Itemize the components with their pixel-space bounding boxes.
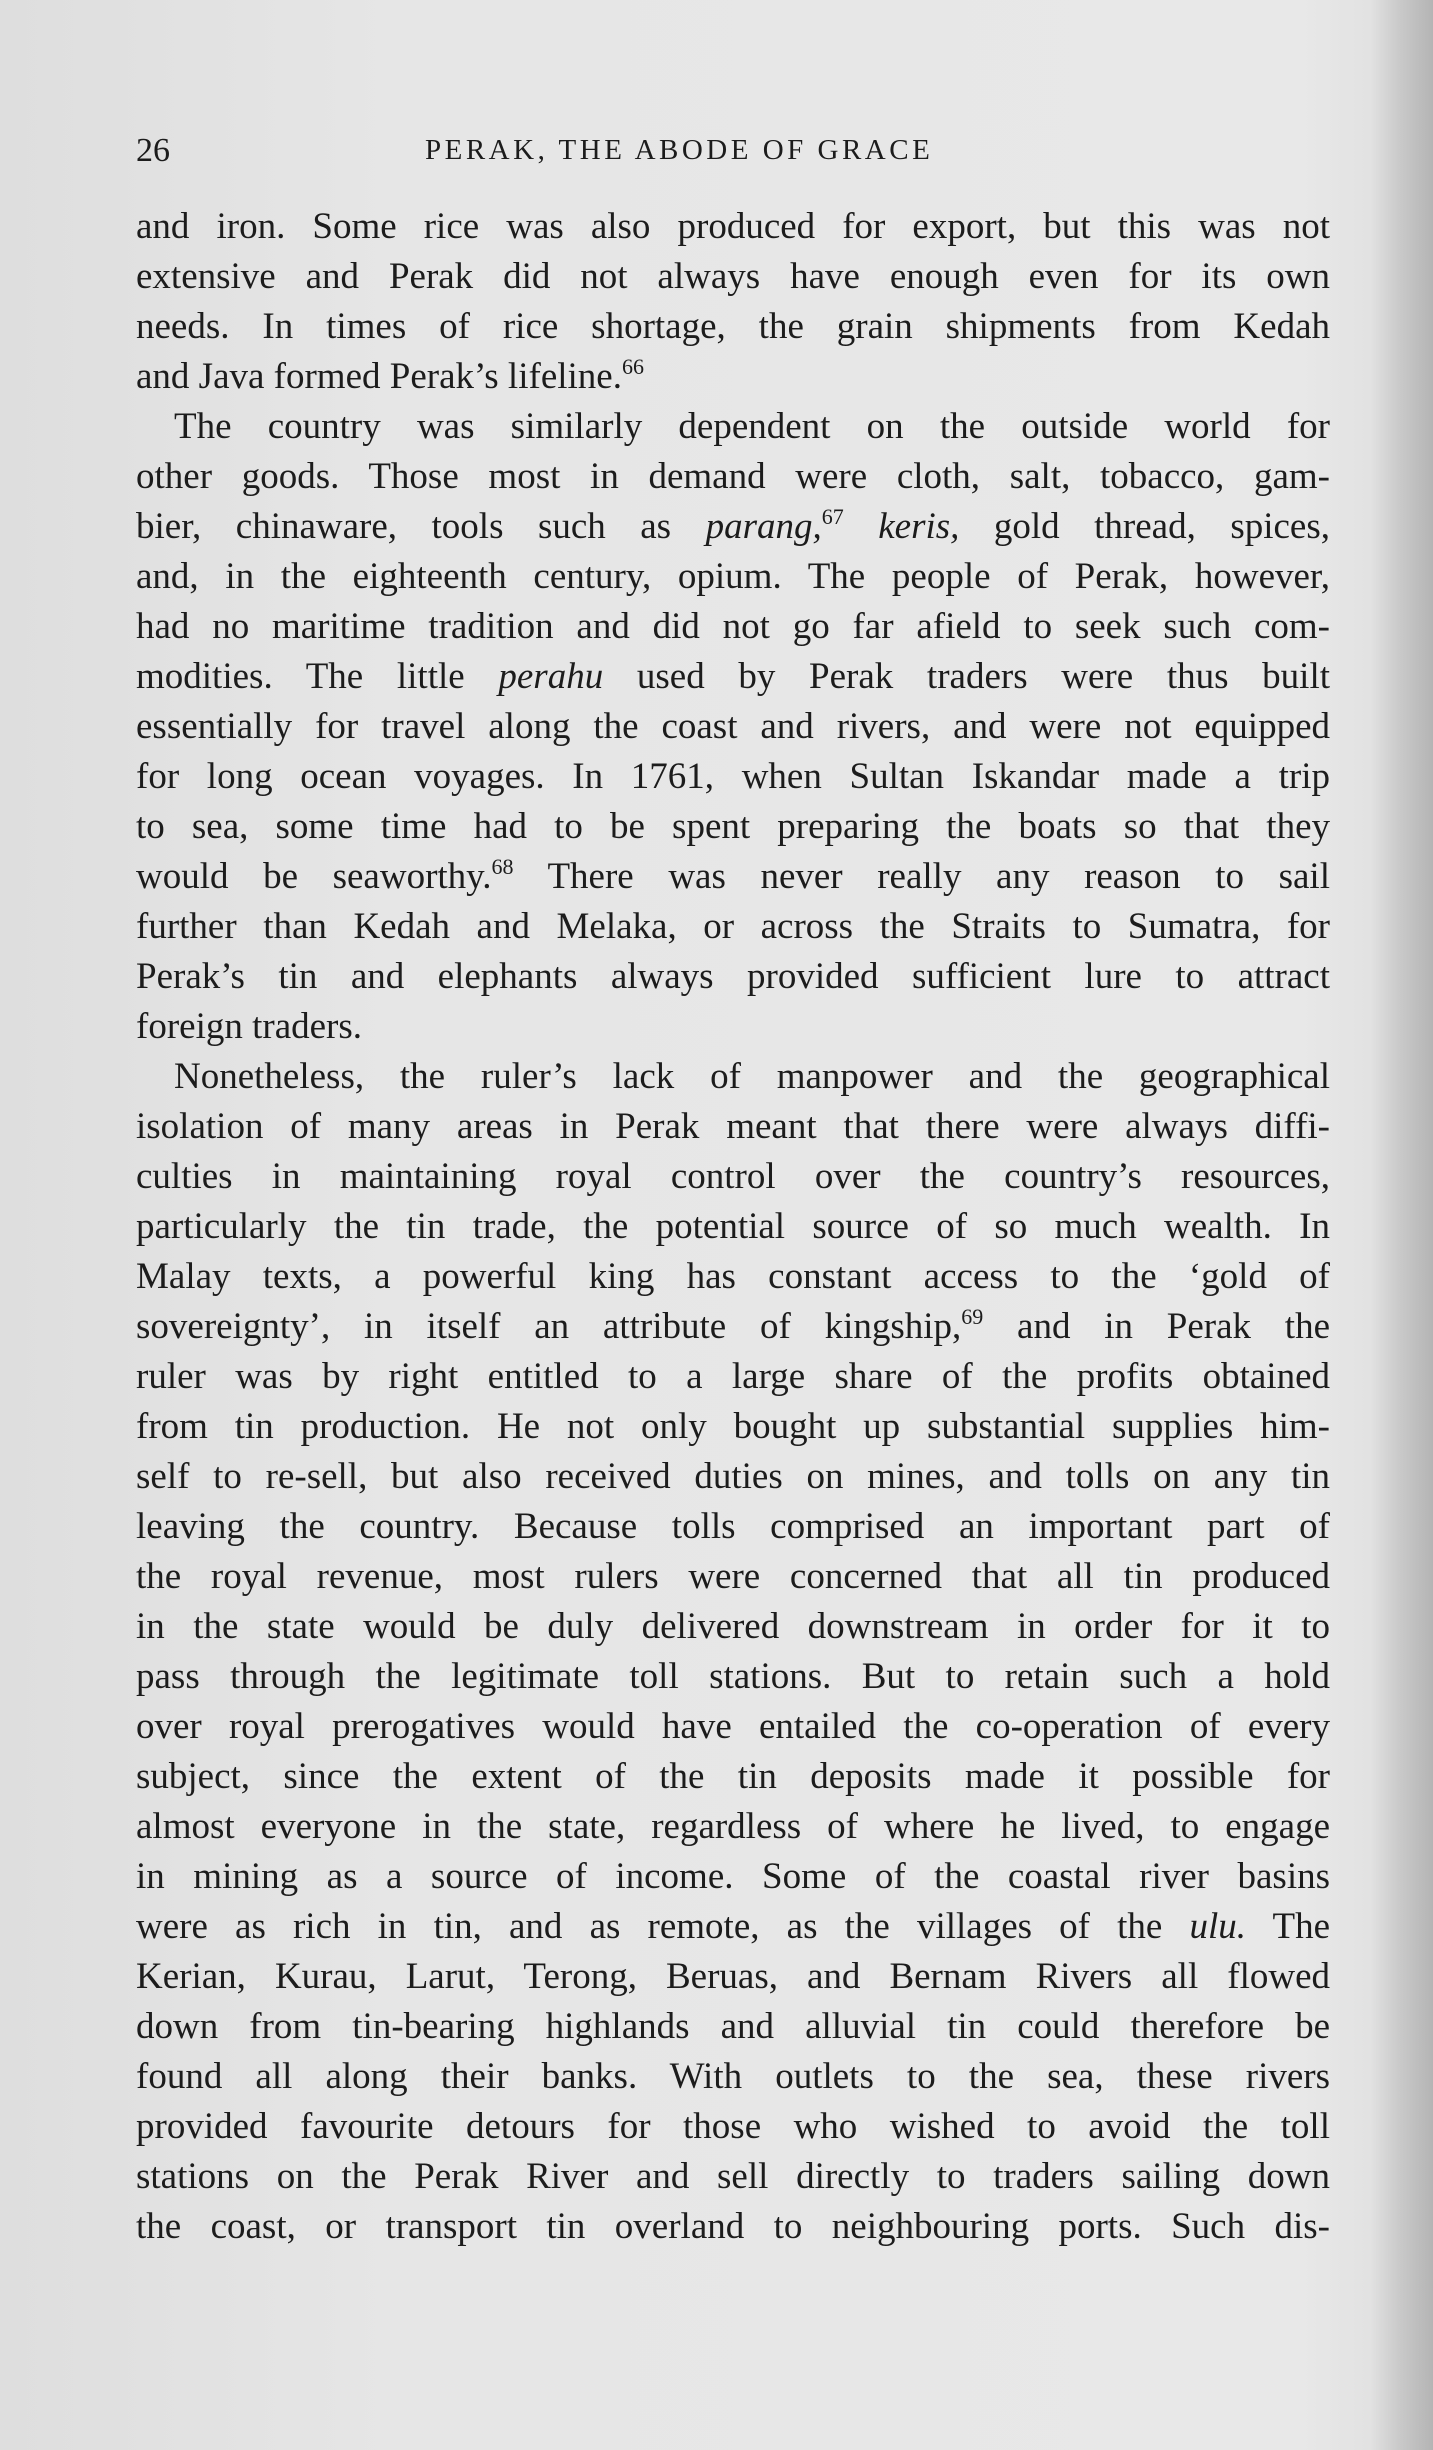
text-line	[136, 1902, 1330, 1952]
text-line	[136, 1152, 1330, 1202]
text-line	[136, 202, 1330, 252]
text-line	[136, 1852, 1330, 1902]
text-segment: over royal prerogatives would have entailed the co-operation of every	[136, 1706, 1330, 1747]
text-segment: for long ocean voyages. In 1761, when Sultan Iskandar made a trip	[136, 756, 1330, 797]
body-text	[136, 202, 1330, 2252]
text-segment: subject, since the extent of the tin deposits made it possible for	[136, 1756, 1330, 1797]
text-segment: foreign traders.	[136, 1006, 363, 1047]
text-line	[136, 452, 1330, 502]
text-segment: The country was similarly dependent on the outside world for	[174, 406, 1330, 447]
text-line	[136, 1502, 1330, 1552]
text-segment: the coast, or transport tin overland to neighbouring ports. Such dis-	[136, 2206, 1330, 2247]
text-segment: and, in the eighteenth century, opium. The people of Perak, however,	[136, 556, 1330, 597]
text-segment: Kerian, Kurau, Larut, Terong, Beruas, and Bernam Rivers all flowed	[136, 1956, 1330, 1997]
text-segment: down from tin-bearing highlands and alluvial tin could therefore be	[136, 2006, 1330, 2047]
text-segment: the royal revenue, most rulers were concerned that all tin produced	[136, 1556, 1330, 1597]
text-line	[136, 1002, 1330, 1052]
text-segment: would be seaworthy.	[136, 856, 492, 897]
text-line	[136, 552, 1330, 602]
text-line	[136, 252, 1330, 302]
text-line	[136, 1052, 1330, 1102]
text-segment: in mining as a source of income. Some of the coastal river basins	[136, 1856, 1330, 1897]
italic-term: parang,	[705, 506, 822, 547]
text-line	[136, 1252, 1330, 1302]
text-segment: were as rich in tin, and as remote, as the villages of the	[136, 1906, 1190, 1947]
text-line	[136, 952, 1330, 1002]
text-segment: isolation of many areas in Perak meant that there were always diffi-	[136, 1106, 1330, 1147]
text-line	[136, 2102, 1330, 2152]
text-segment: There was never really any reason to sail	[513, 856, 1330, 897]
text-segment: further than Kedah and Melaka, or across the Straits to Sumatra, for	[136, 906, 1330, 947]
text-segment: particularly the tin trade, the potential source of so much wealth. In	[136, 1206, 1330, 1247]
text-line	[136, 1352, 1330, 1402]
text-segment: in the state would be duly delivered downstream in order for it to	[136, 1606, 1330, 1647]
footnote-ref: 69	[961, 1304, 984, 1329]
text-segment: self to re-sell, but also received duties on mines, and tolls on any tin	[136, 1456, 1330, 1497]
text-segment	[844, 506, 878, 547]
text-line	[136, 1202, 1330, 1252]
text-segment: sovereignty’, in itself an attribute of kingship,	[136, 1306, 962, 1347]
text-segment: found all along their banks. With outlets to the sea, these rivers	[136, 2056, 1330, 2097]
text-segment: Nonetheless, the ruler’s lack of manpower and the geographical	[174, 1056, 1330, 1097]
italic-term: ulu.	[1189, 1906, 1246, 1947]
text-segment: and in Perak the	[983, 1306, 1330, 1347]
text-segment: almost everyone in the state, regardless of where he lived, to engage	[136, 1806, 1330, 1847]
text-line	[136, 1652, 1330, 1702]
running-header	[136, 132, 1330, 182]
text-segment: used by Perak traders were thus built	[603, 656, 1330, 697]
text-line	[136, 852, 1330, 902]
text-line	[136, 2152, 1330, 2202]
text-segment: to sea, some time had to be spent preparing the boats so that they	[136, 806, 1330, 847]
text-line	[136, 1702, 1330, 1752]
footnote-ref: 66	[621, 354, 644, 379]
text-line	[136, 2202, 1330, 2252]
text-segment: The	[1246, 1906, 1330, 1947]
text-line	[136, 2002, 1330, 2052]
text-line	[136, 702, 1330, 752]
text-segment: culties in maintaining royal control over the country’s resources,	[136, 1156, 1330, 1197]
text-segment: Malay texts, a powerful king has constant access to the ‘gold of	[136, 1256, 1330, 1297]
footnote-ref: 67	[821, 504, 844, 529]
text-line	[136, 902, 1330, 952]
running-title: PERAK, THE ABODE OF GRACE	[425, 134, 934, 166]
text-line	[136, 1952, 1330, 2002]
text-segment: needs. In times of rice shortage, the grain shipments from Kedah	[136, 306, 1330, 347]
text-line	[136, 1602, 1330, 1652]
text-segment: Perak’s tin and elephants always provided sufficient lure to attract	[136, 956, 1330, 997]
text-segment: provided favourite detours for those who wished to avoid the toll	[136, 2106, 1330, 2147]
text-segment: extensive and Perak did not always have enough even for its own	[136, 256, 1330, 297]
text-line	[136, 352, 1330, 402]
footnote-ref: 68	[491, 854, 514, 879]
text-line	[136, 602, 1330, 652]
text-line	[136, 2052, 1330, 2102]
text-line	[136, 752, 1330, 802]
text-line	[136, 1802, 1330, 1852]
text-line	[136, 502, 1330, 552]
text-segment: and Java formed Perak’s lifeline.	[136, 356, 622, 397]
text-line	[136, 402, 1330, 452]
text-line	[136, 1552, 1330, 1602]
italic-term: keris,	[878, 506, 960, 547]
text-segment: stations on the Perak River and sell directly to traders sailing down	[136, 2156, 1330, 2197]
text-segment: pass through the legitimate toll stations. But to retain such a hold	[136, 1656, 1330, 1697]
text-line	[136, 302, 1330, 352]
text-segment: had no maritime tradition and did not go far afield to seek such com-	[136, 606, 1330, 647]
italic-term: perahu	[498, 656, 604, 697]
text-line	[136, 1102, 1330, 1152]
text-segment: essentially for travel along the coast and rivers, and were not equipped	[136, 706, 1330, 747]
text-segment: gold thread, spices,	[959, 506, 1331, 547]
text-line	[136, 1752, 1330, 1802]
text-segment: and iron. Some rice was also produced for export, but this was not	[136, 206, 1330, 247]
text-segment: modities. The little	[136, 656, 499, 697]
text-segment: other goods. Those most in demand were cloth, salt, tobacco, gam-	[136, 456, 1330, 497]
text-line	[136, 802, 1330, 852]
text-line	[136, 1452, 1330, 1502]
text-segment: from tin production. He not only bought up substantial supplies him-	[136, 1406, 1330, 1447]
page-number: 26	[136, 132, 170, 169]
text-line	[136, 1402, 1330, 1452]
text-line	[136, 652, 1330, 702]
text-line	[136, 1302, 1330, 1352]
text-segment: leaving the country. Because tolls comprised an important part of	[136, 1506, 1330, 1547]
text-segment: ruler was by right entitled to a large share of the profits obtained	[136, 1356, 1330, 1397]
text-segment: bier, chinaware, tools such as	[136, 506, 706, 547]
